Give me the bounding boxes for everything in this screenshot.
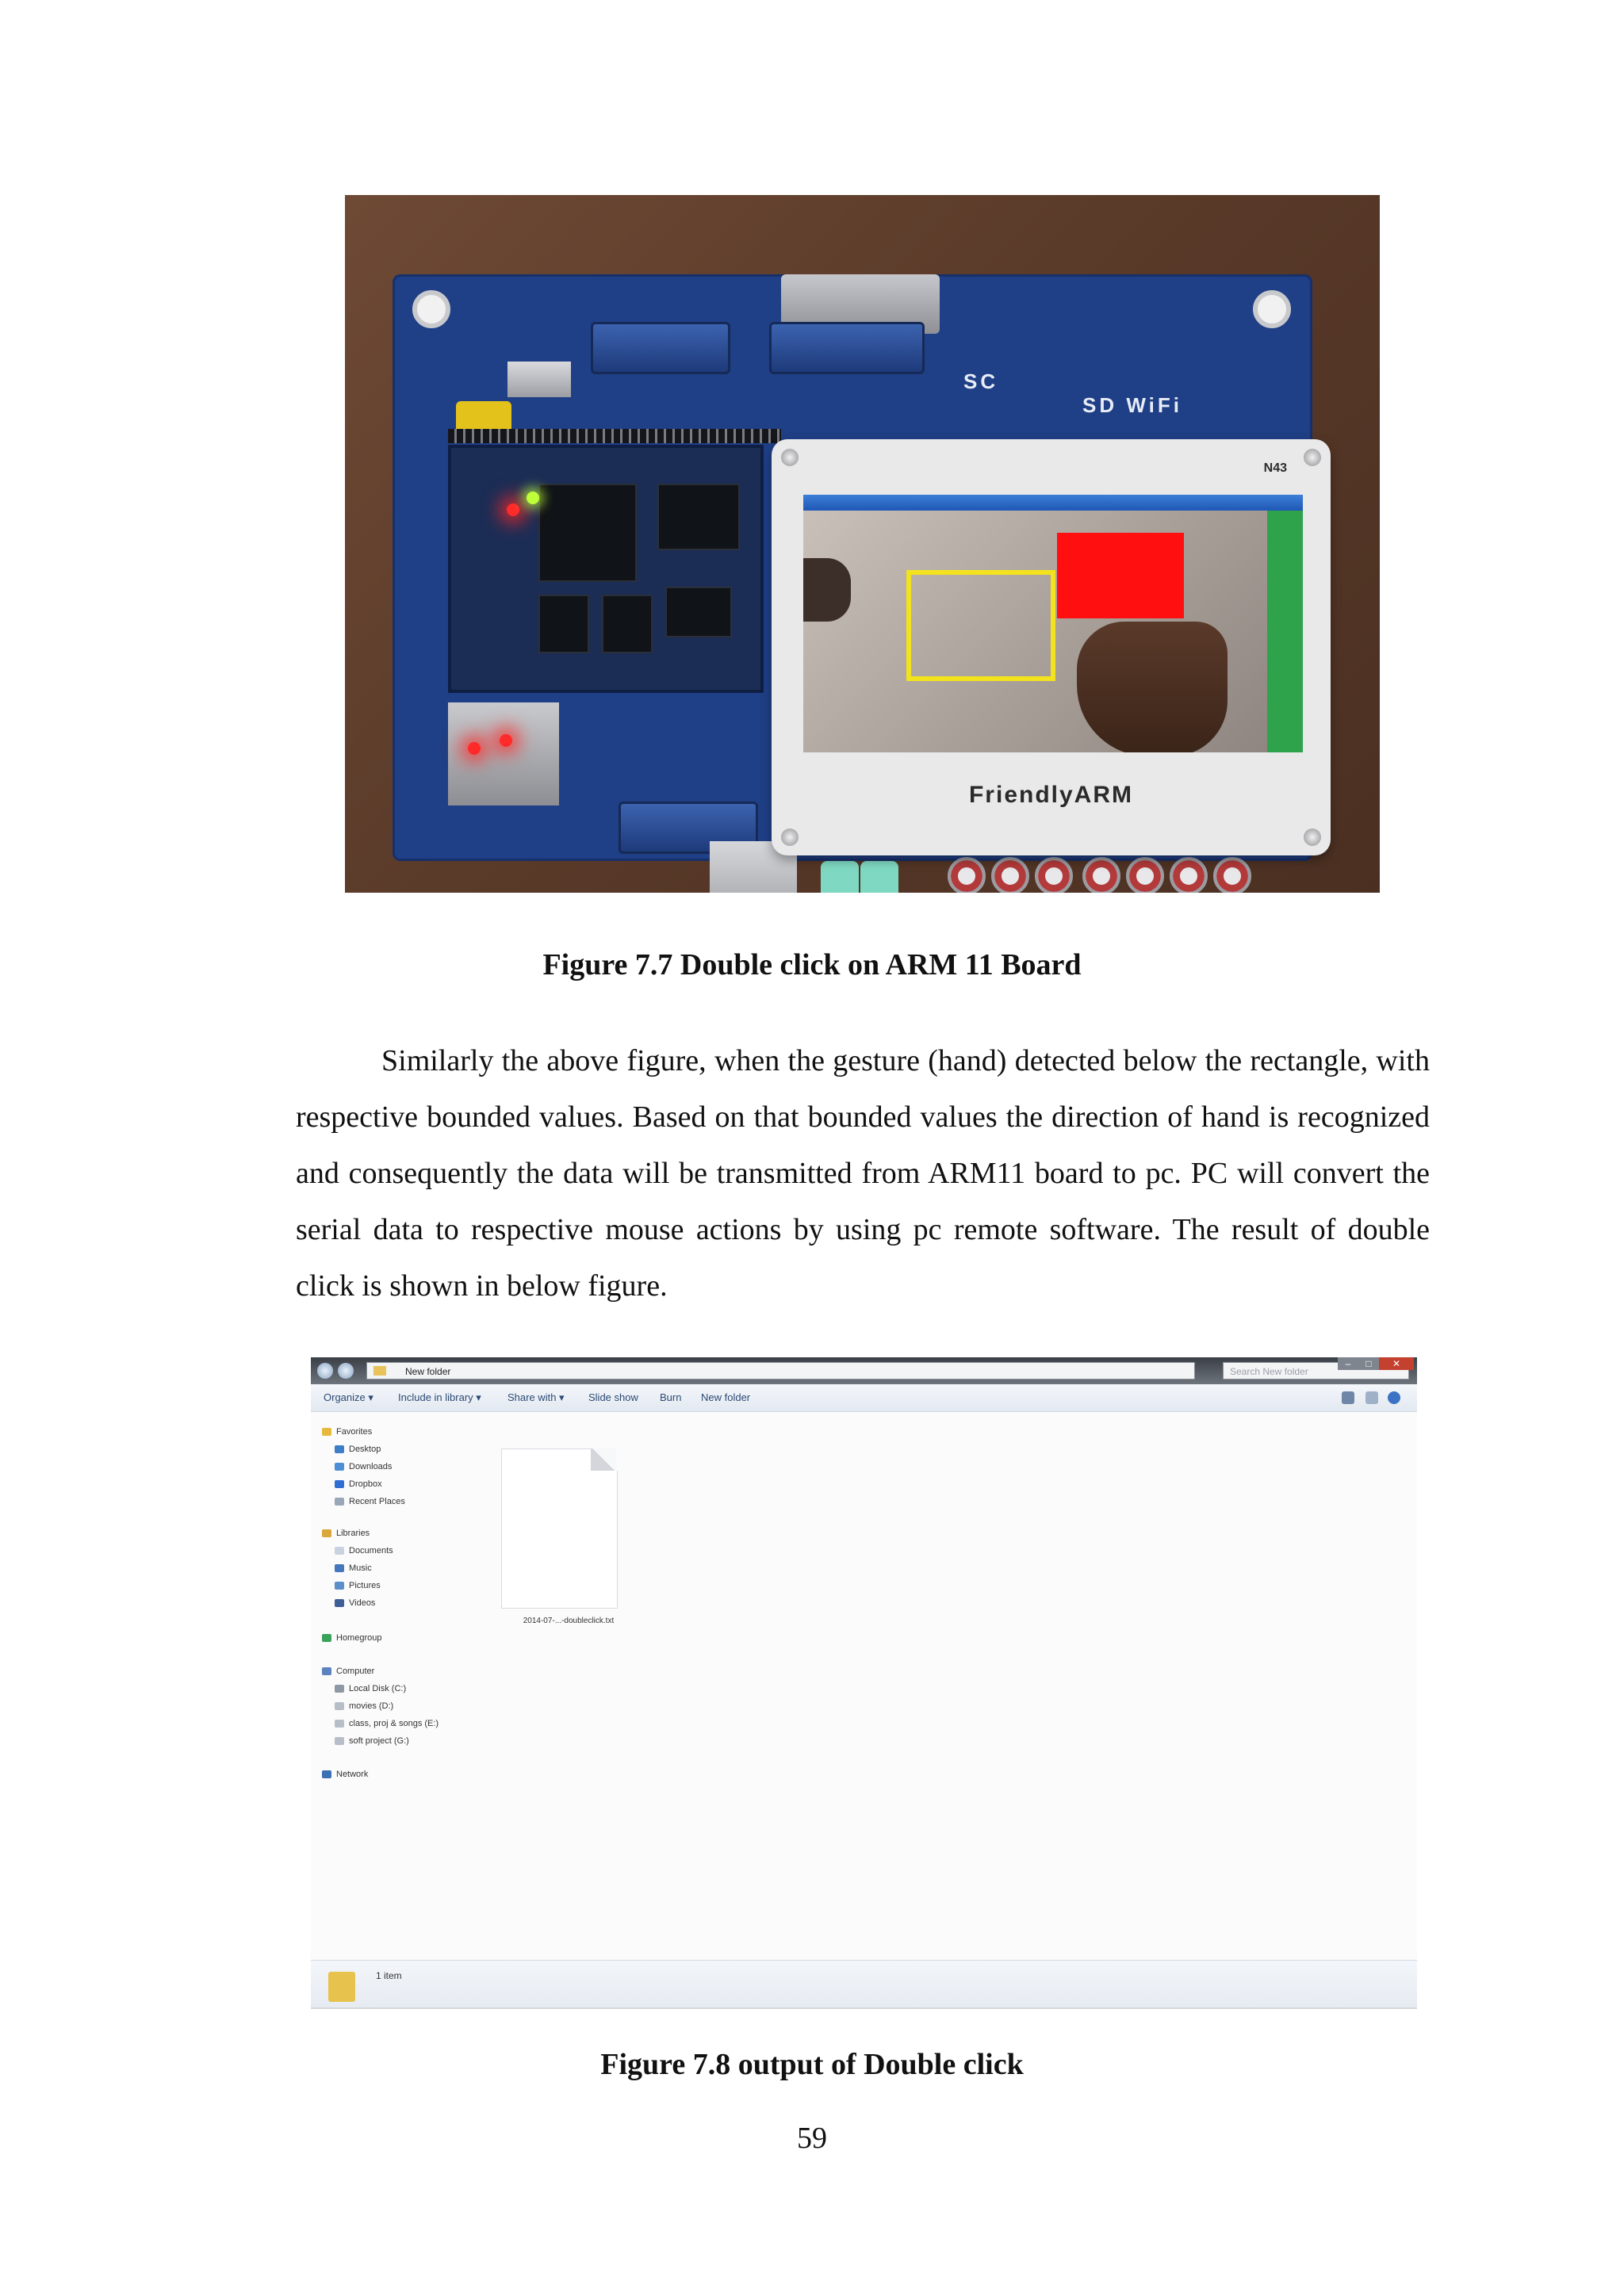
figure-7-7-caption: Figure 7.7 Double click on ARM 11 Board [542,948,1082,982]
drive-icon [335,1685,344,1693]
push-button [1082,857,1120,893]
address-bar[interactable] [366,1362,1195,1380]
nav-label: Downloads [349,1462,393,1471]
network-icon [322,1770,331,1778]
board-silkscreen-wifi: SD WiFi [1082,393,1182,417]
downloads-icon [335,1463,344,1471]
body-paragraph: Similarly the above figure, when the gesture (hand) detected below the rectangle, with respective bounded values. Based on that bounded values the direction of hand is recognized and consequently the data will be transmitted from ARM11 board to pc. PC will convert the serial data to respective mouse actions by using pc remote software. The result of double click is shown in below figure. [296,1044,1430,1303]
music-icon [335,1564,344,1572]
memory-chip [602,595,653,653]
figure-7-7-photo [345,195,1380,893]
nav-drive-d[interactable] [335,1701,393,1711]
figure-7-8-explorer-window [311,1357,1417,2009]
serial-port-2 [769,322,925,374]
nav-label: Favorites [336,1427,373,1437]
sd-card-slot [448,702,559,806]
push-button [1213,857,1251,893]
nav-label: Local Disk (C:) [349,1684,407,1693]
star-icon [322,1428,331,1436]
file-name-label[interactable]: 2014-07-...-doubleclick.txt [523,1617,615,1625]
reference-rectangle [906,570,1055,681]
desktop-icon [335,1445,344,1453]
nav-label: Music [349,1563,372,1573]
nav-label: soft project (G:) [349,1736,409,1746]
slide-show-button[interactable]: Slide show [588,1391,638,1403]
drive-icon [335,1720,344,1728]
page-number: 59 [797,2122,827,2155]
new-folder-button[interactable]: New folder [701,1391,751,1403]
hand-gesture [1077,622,1228,752]
folder-icon [373,1366,386,1376]
lcd-panel [772,439,1331,855]
homegroup-icon [322,1634,331,1642]
nav-documents[interactable] [335,1546,393,1556]
serial-port-1 [591,322,730,374]
file-icon[interactable] [501,1448,618,1609]
push-button [1126,857,1164,893]
mounting-hole [1253,290,1291,328]
nav-label: Pictures [349,1581,381,1590]
screw [1304,449,1321,466]
figure-7-8-caption: Figure 7.8 output of Double click [600,2048,1024,2081]
drive-icon [335,1737,344,1745]
push-button [991,857,1029,893]
power-led [500,734,512,747]
audio-jack [821,861,859,893]
processor-chip [538,484,637,582]
file-corner-fold [591,1448,616,1471]
help-icon[interactable] [1388,1391,1400,1404]
nav-label: Recent Places [349,1497,405,1506]
background-shadow [803,558,851,622]
nav-dropbox[interactable] [335,1479,382,1489]
minimize-button[interactable]: – [1338,1357,1358,1370]
recent-icon [335,1498,344,1506]
back-icon[interactable] [317,1363,333,1379]
nav-label: Computer [336,1667,375,1676]
status-led [507,503,519,516]
flash-chip [665,587,732,637]
nav-music[interactable] [335,1563,372,1573]
nav-label: Dropbox [349,1479,382,1489]
screw [1304,828,1321,846]
share-with-menu[interactable]: Share with ▾ [508,1391,565,1403]
screen-brand: FriendlyARM [968,782,1133,808]
camera-view [803,511,1267,752]
dropbox-icon [335,1480,344,1488]
explorer-toolbar [311,1384,1417,1412]
nav-libraries[interactable] [322,1529,370,1538]
cpu-module [448,445,764,693]
burn-button[interactable]: Burn [660,1391,682,1403]
push-button [1170,857,1208,893]
documents-icon [335,1547,344,1555]
audio-jack [860,861,898,893]
nav-videos[interactable] [335,1598,375,1608]
nav-network[interactable] [322,1770,368,1779]
lcd-screen [803,495,1303,752]
item-count: 1 item [376,1970,402,1981]
mounting-hole [412,290,450,328]
computer-icon [322,1667,331,1675]
folder-icon [328,1972,355,2002]
lcd-title-bar [803,495,1303,511]
close-button[interactable]: ✕ [1379,1357,1414,1370]
nav-label: Libraries [336,1529,370,1538]
videos-icon [335,1599,344,1607]
organize-menu[interactable]: Organize ▾ [324,1391,373,1403]
nav-pictures[interactable] [335,1581,381,1590]
nav-recent-places[interactable] [335,1497,405,1506]
forward-icon[interactable] [338,1363,354,1379]
board-silkscreen-sc: SC [963,369,999,393]
drive-icon [335,1702,344,1710]
screw [781,828,799,846]
memory-chip [657,484,740,550]
nav-label: Videos [349,1598,376,1608]
status-led [527,492,539,504]
nav-drive-c[interactable] [335,1684,406,1693]
nav-label: Network [336,1770,369,1779]
nav-label: Documents [349,1546,393,1556]
usb-port [508,362,571,397]
pin-header [448,429,781,443]
nav-label: Homegroup [336,1633,382,1643]
include-in-library-menu[interactable]: Include in library ▾ [398,1391,481,1403]
preview-pane-icon[interactable] [1365,1391,1378,1404]
explorer-title-bar [311,1357,1417,1384]
screw [781,449,799,466]
nav-drive-g[interactable] [335,1736,409,1746]
nav-label: movies (D:) [349,1701,394,1711]
maximize-button[interactable]: □ [1358,1357,1379,1370]
nav-drive-e[interactable] [335,1719,439,1728]
push-button [948,857,986,893]
address-text: New folder [405,1366,451,1377]
nav-favorites[interactable] [322,1427,372,1437]
view-icon[interactable] [1342,1391,1354,1404]
pictures-icon [335,1582,344,1590]
navigation-pane [311,1411,493,1998]
detected-hand-rectangle [1057,533,1184,618]
nav-computer[interactable] [322,1667,374,1676]
nav-downloads[interactable] [335,1462,392,1471]
nav-label: Desktop [349,1445,381,1454]
nav-homegroup[interactable] [322,1633,381,1643]
library-icon [322,1529,331,1537]
status-bar [311,1960,1417,2008]
push-button [1035,857,1073,893]
arm11-board [393,274,1312,861]
nav-desktop[interactable] [335,1445,381,1454]
search-input[interactable]: Search New folder [1223,1362,1409,1380]
nav-label: class, proj & songs (E:) [349,1719,439,1728]
lcd-side-panel [1267,511,1303,752]
power-led [468,742,481,755]
memory-chip [538,595,589,653]
screen-model-label: N43 [1263,461,1287,475]
